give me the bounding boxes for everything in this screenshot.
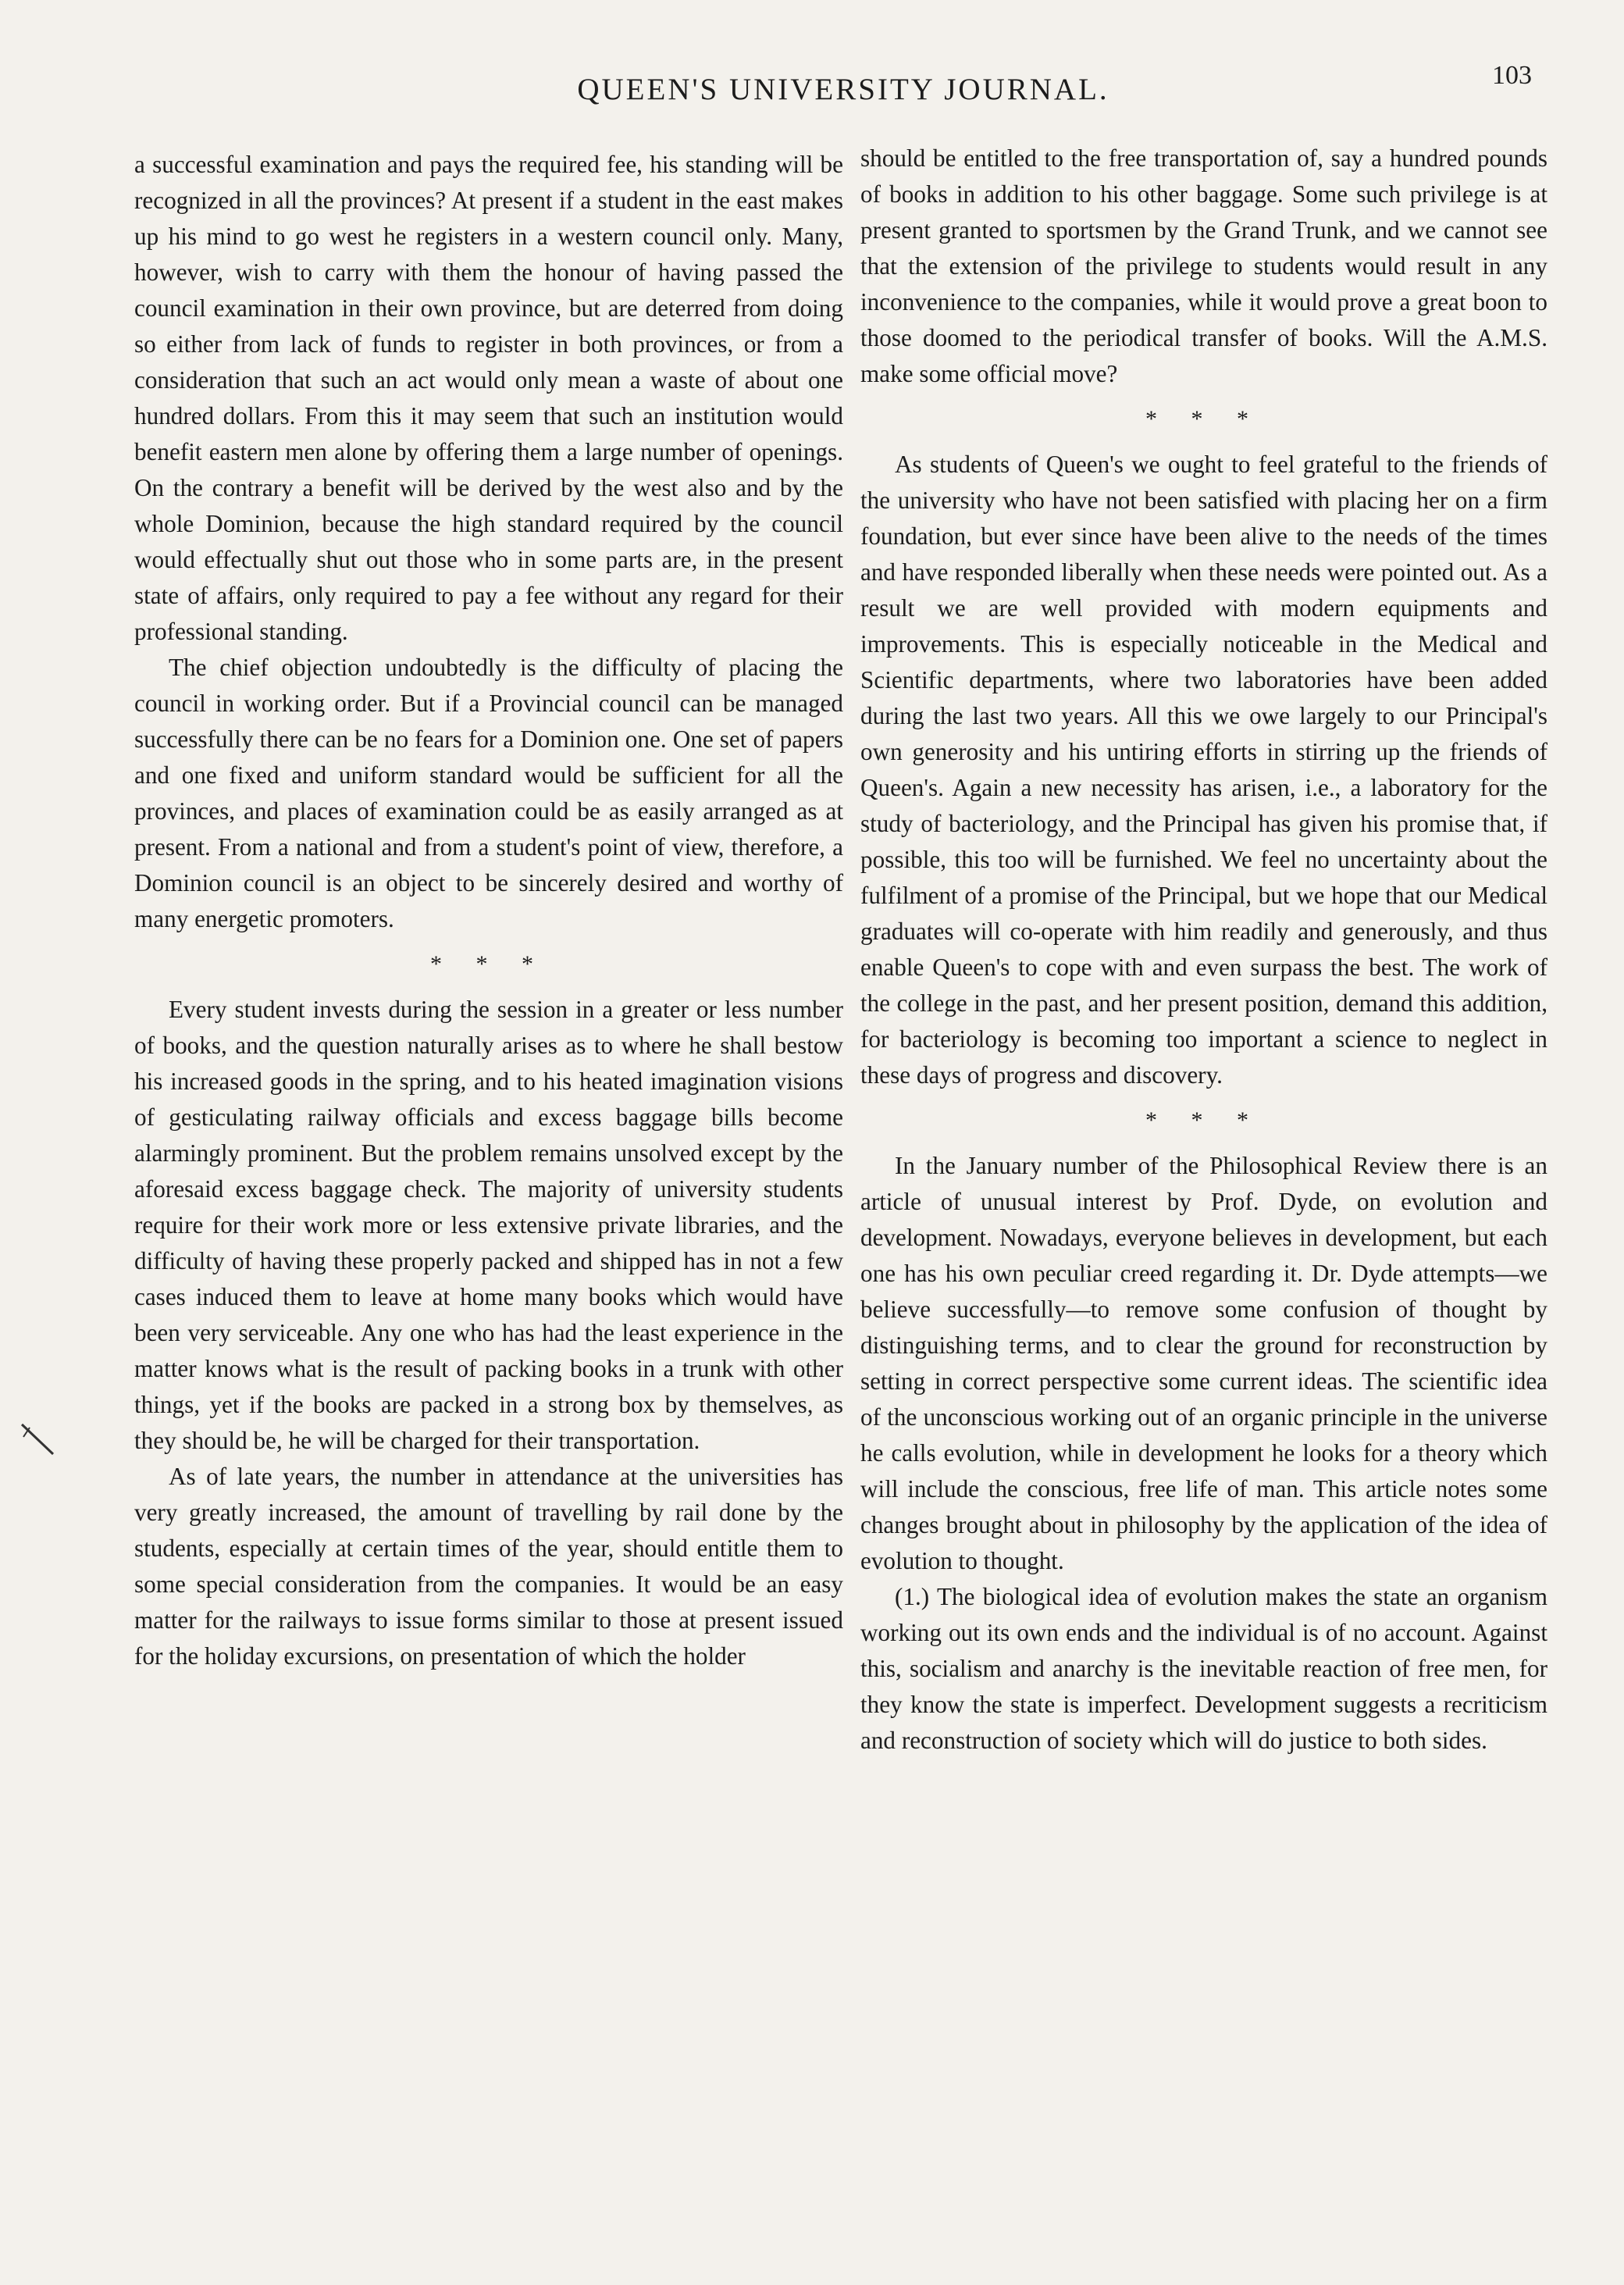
left-paragraph-4: As of late years, the number in attendance at the universities has very greatly increased, the amount of travelling by rail done by the students, especially at certain times of the year, should entitle them to some special consideration from the companies. It would be an easy matter for the railways to issue forms similar to those at present issued for the holiday excursions, on presentation of which the holder [134, 1463, 843, 1670]
margin-pencil-mark [19, 1420, 58, 1459]
right-paragraph-1: should be entitled to the free transportation of, say a hundred pounds of books in addition to his other baggage. Some such privilege is at present granted to sportsmen by the Grand Trunk, and we cannot see that the extension of the privilege to students would result in any inconvenience to the companies, while it would prove a great boon to those doomed to the periodical transfer of books. Will the A.M.S. make some official move? [860, 144, 1547, 387]
left-paragraph-2: The chief objection undoubtedly is the difficulty of placing the council in working order. But if a Provincial council can be managed successfully there can be no fears for a Dominion one. One set of papers and one fixed and uniform standard would be sufficient for all the provinces, and places of examination could be as easily arranged as at present. From a national and from a student's point of view, therefore, a Dominion council is an object to be sincerely desired and worthy of many energetic promoters. [134, 654, 843, 932]
right-column [860, 141, 1547, 1759]
right-paragraph-4: (1.) The biological idea of evolution makes the state an organism working out its own ends and the individual is of no account. Against this, socialism and anarchy is the inevitable reaction of free men, for they know the state is imperfect. Development suggests a recriticism and reconstruction of society which will do justice to both sides. [860, 1583, 1547, 1754]
left-paragraph-1: a successful examination and pays the required fee, his standing will be recognized in all the provinces? At present if a student in the east makes up his mind to go west he registers in a western council only. Many, however, wish to carry with them the honour of having passed the council examination in their own province, but are deterred from doing so either from lack of funds to register in both provinces, or from a consideration that such an act would only mean a waste of about one hundred dollars. From this it may seem that such an institution would benefit eastern men alone by offering them a large number of openings. On the contrary a benefit will be derived by the west also and by the whole Dominion, because the high standard required by the council would effectually shut out those who in some parts are, in the present state of affairs, only required to pay a fee without any regard for their professional standing. [134, 151, 843, 645]
right-paragraph-2: As students of Queen's we ought to feel grateful to the friends of the university who have not been satisfied with placing her on a firm foundation, but ever since have been alive to the needs of the times and have responded liberally when these needs were pointed out. As a result we are well provided with modern equipments and improvements. This is especially noticeable in the Medical and Scientific departments, where two laboratories have been added during the last two years. All this we owe largely to our Principal's own generosity and his untiring efforts in stirring up the friends of Queen's. Again a new necessity has arisen, i.e., a laboratory for the study of bacteriology, and the Principal has given his promise that, if possible, this too will be furnished. We feel no uncertainty about the fulfilment of a promise of the Principal, but we hope that our Medical graduates will co-operate with him readily and generously, and thus enable Queen's to cope with and even surpass the best. The work of the college in the past, and her present position, demand this addition, for bacteriology is becoming too important a science to neglect in these days of progress and discovery. [860, 451, 1547, 1089]
left-column [134, 147, 843, 1674]
left-paragraph-3: Every student invests during the session in a greater or less number of books, and the question naturally arises as to where he shall bestow his increased goods in the spring, and to his heated imagination visions of gesticulating railway officials and excess baggage bills become alarmingly prominent. But the problem remains unsolved except by the aforesaid excess baggage check. The majority of university students require for their work more or less extensive private libraries, and the difficulty of having these properly packed and shipped has in not a few cases induced them to leave at home many books which would have been very serviceable. Any one who has had the least experience in the matter knows what is the result of packing books in a trunk with other things, yet if the books are packed in a strong box by themselves, as they should be, he will be charged for their transportation. [134, 996, 843, 1454]
section-separator: * * * [430, 951, 547, 977]
running-header: QUEEN'S UNIVERSITY JOURNAL. [577, 73, 1109, 106]
page-number: 103 [1492, 61, 1532, 90]
section-separator: * * * [1145, 1107, 1263, 1133]
section-separator: * * * [1145, 406, 1263, 432]
right-paragraph-3: In the January number of the Philosophical Review there is an article of unusual interest by Prof. Dyde, on evolution and development. Nowadays, everyone believes in development, but each one has his own peculiar creed regarding it. Dr. Dyde attempts—we believe successfully—to remove some confusion of thought by distinguishing terms, and to clear the ground for reconstruction by setting in correct perspective some current ideas. The scientific idea of the unconscious working out of an organic principle in the universe he calls evolution, while in development he looks for a theory which will include the conscious, free life of man. This article notes some changes brought about in philosophy by the application of the idea of evolution to thought. [860, 1152, 1547, 1574]
